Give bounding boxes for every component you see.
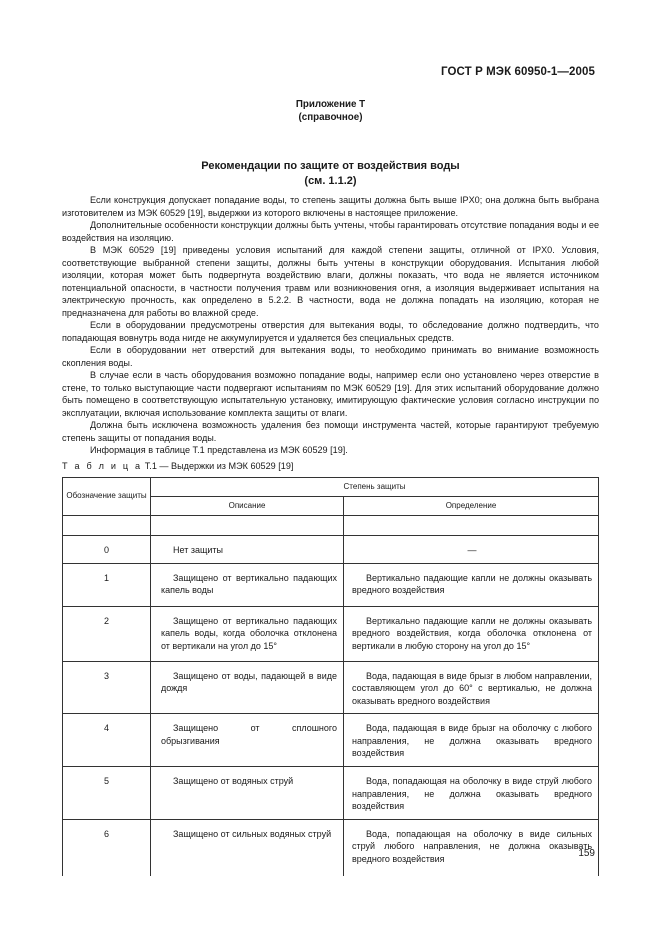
- header-definition: Определение: [344, 497, 599, 516]
- protection-table: [62, 477, 599, 876]
- header-description: Описание: [151, 497, 344, 516]
- row-description: Защищено от вертикально падающих капель воды: [151, 563, 344, 606]
- table-row: [63, 819, 599, 876]
- page-number: 159: [578, 848, 595, 859]
- section-title: Рекомендации по защите от воздействия воды: [201, 160, 460, 172]
- table-row: [63, 767, 599, 820]
- paragraph: Должна быть исключена возможность удаления без помощи инструмента частей, которые гарантируют требуемую степень защиты от попадания воды.: [62, 420, 599, 443]
- header-code: Обозначение защиты: [63, 478, 151, 516]
- row-definition: Вода, падающая в виде брызг в любом направлении, составляющем угол до 60° с вертикалью, не должна оказывать вредного воздействия: [344, 661, 599, 714]
- row-definition: Вода, падающая в виде брызг на оболочку с любого направления, не должна оказывать вредного воздействия: [344, 714, 599, 767]
- paragraph: Если конструкция допускает попадание воды, то степень защиты должна быть выше IPX0; она должна быть выбрана изготовителем из МЭК 60529 [19], выдержки из которого включены в настоящее приложение.: [62, 195, 599, 218]
- row-code: 2: [63, 606, 151, 661]
- section-heading: [0, 159, 661, 189]
- appendix-heading: [0, 98, 661, 124]
- row-description: Защищено от сильных водяных струй: [151, 819, 344, 876]
- table-caption: [62, 461, 293, 471]
- row-code: 5: [63, 767, 151, 820]
- standard-header: ГОСТ Р МЭК 60950-1—2005: [441, 66, 595, 78]
- table-row: [63, 661, 599, 714]
- body-text: [62, 194, 599, 457]
- row-description: Защищено от водяных струй: [151, 767, 344, 820]
- row-definition: Вертикально падающие капли не должны оказывать вредного воздействия: [344, 563, 599, 606]
- table-caption-prefix: Т а б л и ц а: [62, 461, 143, 471]
- table-row: [63, 536, 599, 564]
- row-code: 6: [63, 819, 151, 876]
- paragraph: Информация в таблице Т.1 представлена из МЭК 60529 [19].: [90, 445, 348, 455]
- row-description: Защищено от сплошного обрызгивания: [151, 714, 344, 767]
- row-code: 0: [63, 536, 151, 564]
- row-definition: Вода, попадающая на оболочку в виде струй любого направления, не должна оказывать вредного воздействия: [344, 767, 599, 820]
- row-code: 1: [63, 563, 151, 606]
- appendix-title: Приложение Т: [295, 99, 366, 110]
- table-row: [63, 714, 599, 767]
- appendix-type: (справочное): [298, 112, 363, 123]
- row-description: Защищено от вертикально падающих капель воды, когда оболочка отклонена от вертикали на угол до 15°: [151, 606, 344, 661]
- paragraph: Если в оборудовании предусмотрены отверстия для вытекания воды, то обследование должно подтвердить, что попадающая вовнутрь вода нигде не аккумулируется и удаляется без специальных средств.: [62, 320, 599, 343]
- row-description: Защищено от воды, падающей в виде дождя: [151, 661, 344, 714]
- paragraph: В случае если в часть оборудования возможно попадание воды, например если оно установлено через отверстие в стене, то только выступающие части подвергают испытаниям по МЭК 60529 [19]. Для этих испытаний оборудование должно быть помещено в соответствующую испытательную установку, имитирующую фактические условия согласно инструкции по эксплуатации, включая использование комплекта защиты от влаги.: [62, 370, 599, 418]
- section-reference: (см. 1.1.2): [304, 175, 357, 187]
- table-row: [63, 606, 599, 661]
- row-definition: Вертикально падающие капли не должны оказывать вредного воздействия, когда оболочка отклонена от вертикали в любую сторону на угол до 15°: [344, 606, 599, 661]
- header-group: Степень защиты: [151, 478, 599, 497]
- table-spacer-row: [63, 516, 599, 536]
- table-row: [63, 563, 599, 606]
- row-description: Нет защиты: [151, 536, 344, 564]
- table-caption-text: Т.1 — Выдержки из МЭК 60529 [19]: [142, 461, 294, 471]
- paragraph: Дополнительные особенности конструкции должны быть учтены, чтобы гарантировать отсутствие попадания воды и ее воздействия на изоляцию.: [62, 220, 599, 243]
- row-code: 4: [63, 714, 151, 767]
- paragraph: Если в оборудовании нет отверстий для вытекания воды, то необходимо принимать во внимание возможность скопления воды.: [62, 345, 599, 368]
- row-definition: Вода, попадающая на оболочку в виде сильных струй любого направления, не должна оказывать вредного воздействия: [344, 819, 599, 876]
- row-definition: —: [344, 536, 599, 564]
- paragraph: В МЭК 60529 [19] приведены условия испытаний для каждой степени защиты, отличной от IPX0. Условия, соответствующие выбранной степени защиты, должны быть учтены в конструкции оборудования. Испытания любой изоляции, которая может быть подвергнута воздействию влаги, должны показать, что вода не является источником потенциальной опасности, в частности получения травм или возникновения огня, а изоляция выдерживает испытания на электрическую прочность, как определено в 5.2.2. В частности, вода не должна попадать на изоляцию, которая не предназначена для работы во влажной среде.: [62, 245, 599, 318]
- row-code: 3: [63, 661, 151, 714]
